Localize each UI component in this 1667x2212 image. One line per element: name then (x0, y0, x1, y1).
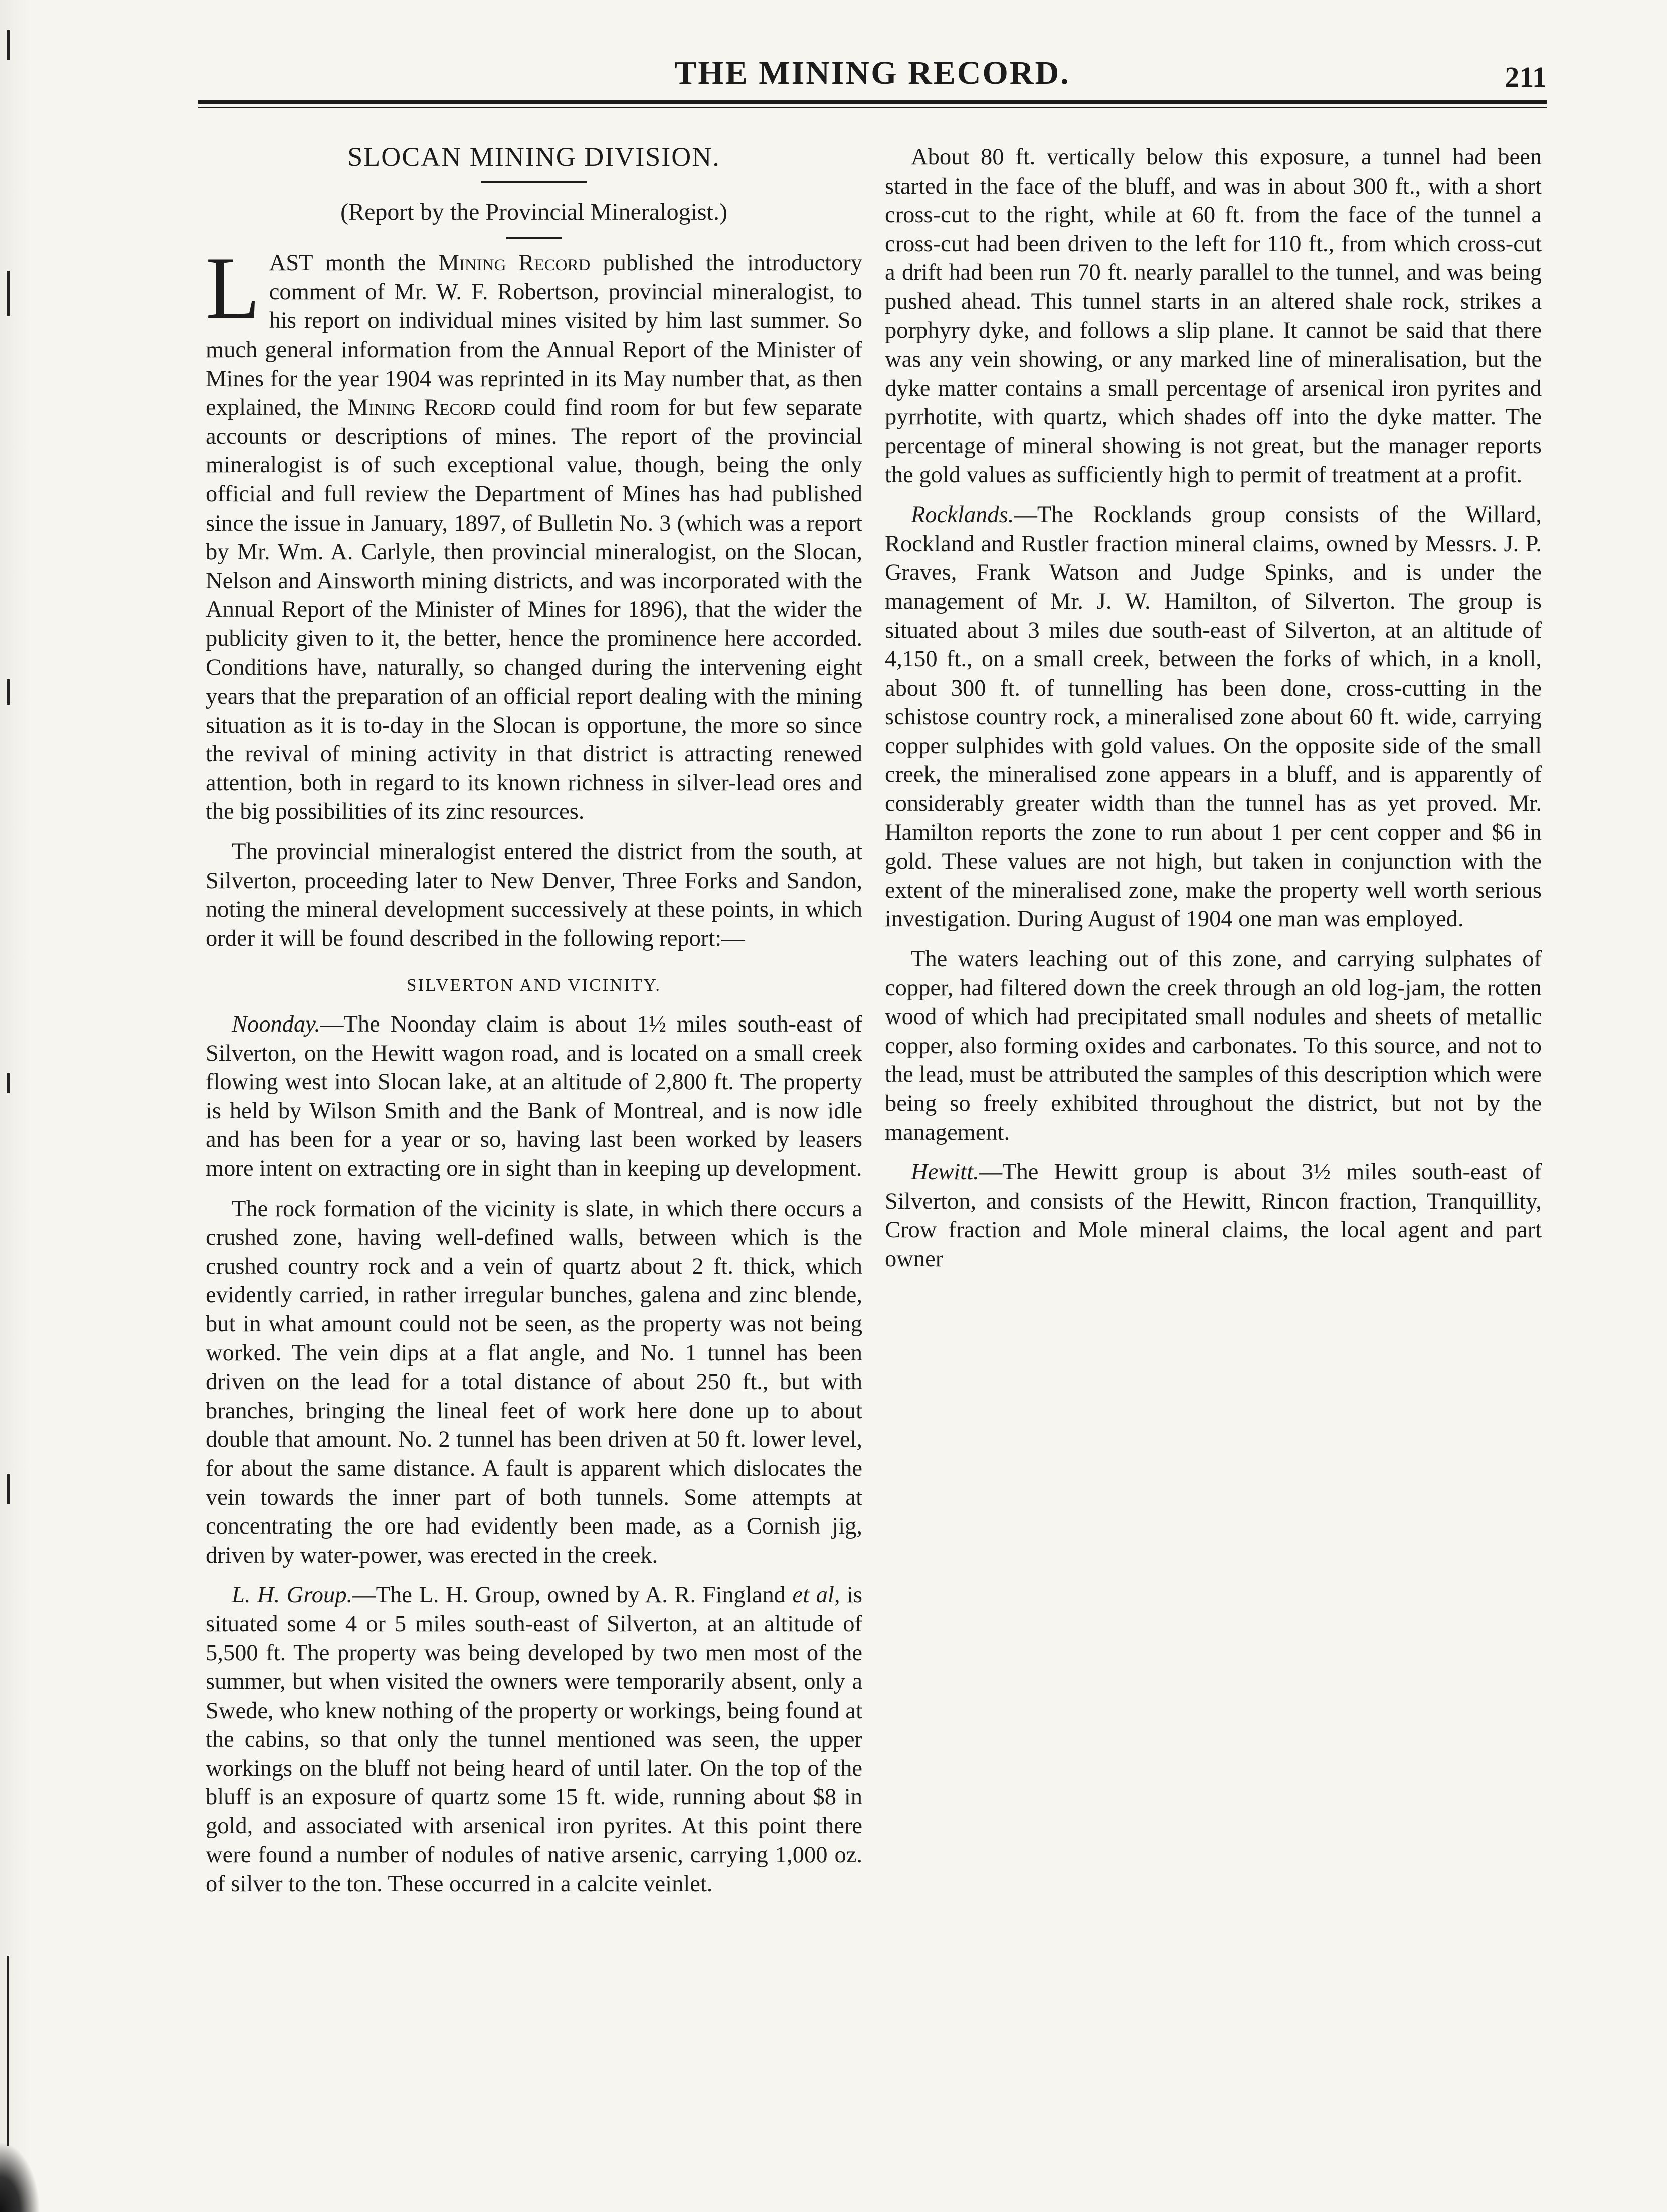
article-subtitle: (Report by the Provincial Mineralogist.) (340, 198, 727, 225)
intro-paragraph-2: The provincial mineralogist entered the district from the south, at Silverton, proceeding later to New Denver, Three Forks and Sandon, noting the mineral development successively at these points, in which order it will be found described in the following report:— (206, 839, 862, 951)
lh-group-paragraph-start: L. H. Group.—The L. H. Group, owned by A. R. Fingland et al, is situated some 4 or 5 miles south-east of Silverton, at an altitude of 5,500 ft. The property was being developed by two men most of the summer, but when visited the owners were temporarily absent, only a Swede, who knew nothing of the property or workings, being found at the cabins, so that only the tunnel mentioned was seen, the upper workings on the bluff not being heard of until later. On the top of the bluff is an exposure of quartz some 15 ft. wide, running about $8 in gold, and associated with arsenical iron pyrites. At this point there were found a number of nodules of native arsenic, carrying 1,000 oz. of silver to the ton. These occurred in a calcite veinlet. (206, 1582, 863, 1897)
claim-name: Hewitt. (911, 1159, 979, 1185)
section-heading: SILVERTON AND VICINITY. (406, 975, 661, 995)
claim-name: L. H. Group. (232, 1582, 353, 1608)
running-title: THE MINING RECORD. (674, 55, 1070, 91)
scan-mark (7, 1956, 9, 2146)
subtitle-rule (506, 237, 562, 239)
publication-name: Mining Record (347, 395, 496, 421)
noonday-paragraph-1: Noonday.—The Noonday claim is about 1½ miles south-east of Silverton, on the Hewitt wagon road, and is located on a small creek flowing west into Slocan lake, at an altitude of 2,800 ft. The property is held by Wilson Smith and the Bank of Montreal, and is now idle and has been for a year or so, having last been worked by leasers more intent on extracting ore in sight than in keeping up development. (206, 1011, 862, 1181)
scan-mark (7, 1474, 10, 1504)
noonday-paragraph-2: The rock formation of the vicinity is slate, in which there occurs a crushed zone, having well-defined walls, between which is the crushed country rock and a vein of quartz about 2 ft. thick, which evidently carried, in rather irregular bunches, galena and zinc blende, but in what amount could not be seen, as the property was not being worked. The vein dips at a flat angle, and No. 1 tunnel has been driven on the lead for a total distance of about 250 ft., but with branches, bringing the lineal feet of work here done up to about double that amount. No. 2 tunnel has been driven at 50 ft. lower level, for about the same distance. A fault is apparent which dislocates the vein towards the inner part of both tunnels. Some attempts at concentrating the ore had evidently been made, as a Cornish jig, driven by water-power, was erected in the creek. (206, 1196, 862, 1568)
intro-paragraph-1: LAST month the Mining Record published the introductory comment of Mr. W. F. Robertson, provincial mineralogist, to his report on individual mines visited by him last summer. So much general information from the Annual Report of the Minister of Mines for the year 1904 was reprinted in its May number that, as then explained, the Mining Record could find room for but few separate accounts or descriptions of mines. The report of the provincial mineralogist is of such exceptional value, though, being the only official and full review the Department of Mines has had published since the issue in January, 1897, of Bulletin No. 3 (which was a report by Mr. Wm. A. Carlyle, then provincial mineralogist, on the Slocan, Nelson and Ainsworth mining districts, and was incorporated with the Annual Report of the Minister of Mines for 1896), that the wider the publicity given to it, the better, hence the prominence here accorded. Conditions have, naturally, so changed during the intervening eight years that the preparation of an official report dealing with the mining situation as it is to-day in the Slocan is opportune, the more so since the revival of mining activity in that district is attracting renewed attention, both in regard to its known richness in silver-lead ores and the big possibilities of its zinc resources. (206, 238, 863, 825)
header-rule-thin (198, 107, 1547, 108)
right-column (885, 143, 1542, 1285)
left-column (206, 143, 862, 1899)
scan-margin (0, 0, 30, 2212)
scan-mark (7, 1073, 10, 1093)
scan-corner-shadow (0, 2142, 40, 2212)
scan-mark (7, 271, 10, 316)
rocklands-paragraph-2: The waters leaching out of this zone, and carrying sulphates of copper, had filtered down the creek through an old log-jam, the rotten wood of which had precipitated small nodules and sheets of metallic copper, also forming oxides and carbonates. To this source, and not to the lead, must be attributed the samples of this description which were being so freely exhibited throughout the district, but not by the management. (885, 946, 1542, 1145)
title-rule (481, 181, 587, 183)
page-header (198, 54, 1547, 104)
hewitt-paragraph-1: Hewitt.—The Hewitt group is about 3½ miles south-east of Silverton, and consists of the Hewitt, Rincon fraction, Tranquillity, Crow fraction and Mole mineral claims, the local agent and part owner (885, 1159, 1542, 1272)
lh-group-paragraph-2: About 80 ft. vertically below this exposure, a tunnel had been started in the face of the bluff, and was in about 300 ft., with a short cross-cut to the right, while at 60 ft. from the face of the tunnel a cross-cut had been driven to the left for 110 ft., from which cross-cut a drift had been run 70 ft. nearly parallel to the tunnel, and was being pushed ahead. This tunnel starts in an altered shale rock, strikes a porphyry dyke, and follows a slip plane. It cannot be said that there was any vein showing, or any marked line of mineralisation, but the dyke matter contains a small percentage of arsenical iron pyrites and pyrrhotite, with quartz, which shades off into the dyke matter. The percentage of mineral showing is not great, but the manager reports the gold values as sufficiently high to permit of treatment at a profit. (885, 144, 1542, 488)
publication-name: Mining Record (438, 250, 591, 276)
claim-name: Rocklands. (911, 502, 1014, 528)
claim-name: Noonday. (232, 1011, 320, 1038)
scan-mark (7, 679, 10, 705)
header-rule (198, 100, 1547, 104)
drop-cap: L (206, 238, 260, 338)
scan-mark (7, 30, 10, 60)
page-number: 211 (1505, 61, 1547, 93)
rocklands-paragraph-1: Rocklands.—The Rocklands group consists of the Willard, Rockland and Rustler fraction mineral claims, owned by Messrs. J. P. Graves, Frank Watson and Judge Spinks, and is under the management of Mr. J. W. Hamilton, of Silverton. The group is situated about 3 miles due south-east of Silverton, at an altitude of 4,150 ft., on a small creek, between the forks of which, in a knoll, about 300 ft. of tunnelling has been done, cross-cutting in the schistose country rock, a mineralised zone about 60 ft. wide, carrying copper sulphides with gold values. On the opposite side of the small creek, the mineralised zone appears in a bluff, and is apparently of considerably greater width than the tunnel has as yet proved. Mr. Hamilton reports the zone to run about 1 per cent copper and $6 in gold. These values are not high, but taken in conjunction with the extent of the mineralised zone, make the property well worth serious investigation. During August of 1904 one man was employed. (885, 502, 1542, 932)
article-title: SLOCAN MINING DIVISION. (347, 142, 720, 172)
